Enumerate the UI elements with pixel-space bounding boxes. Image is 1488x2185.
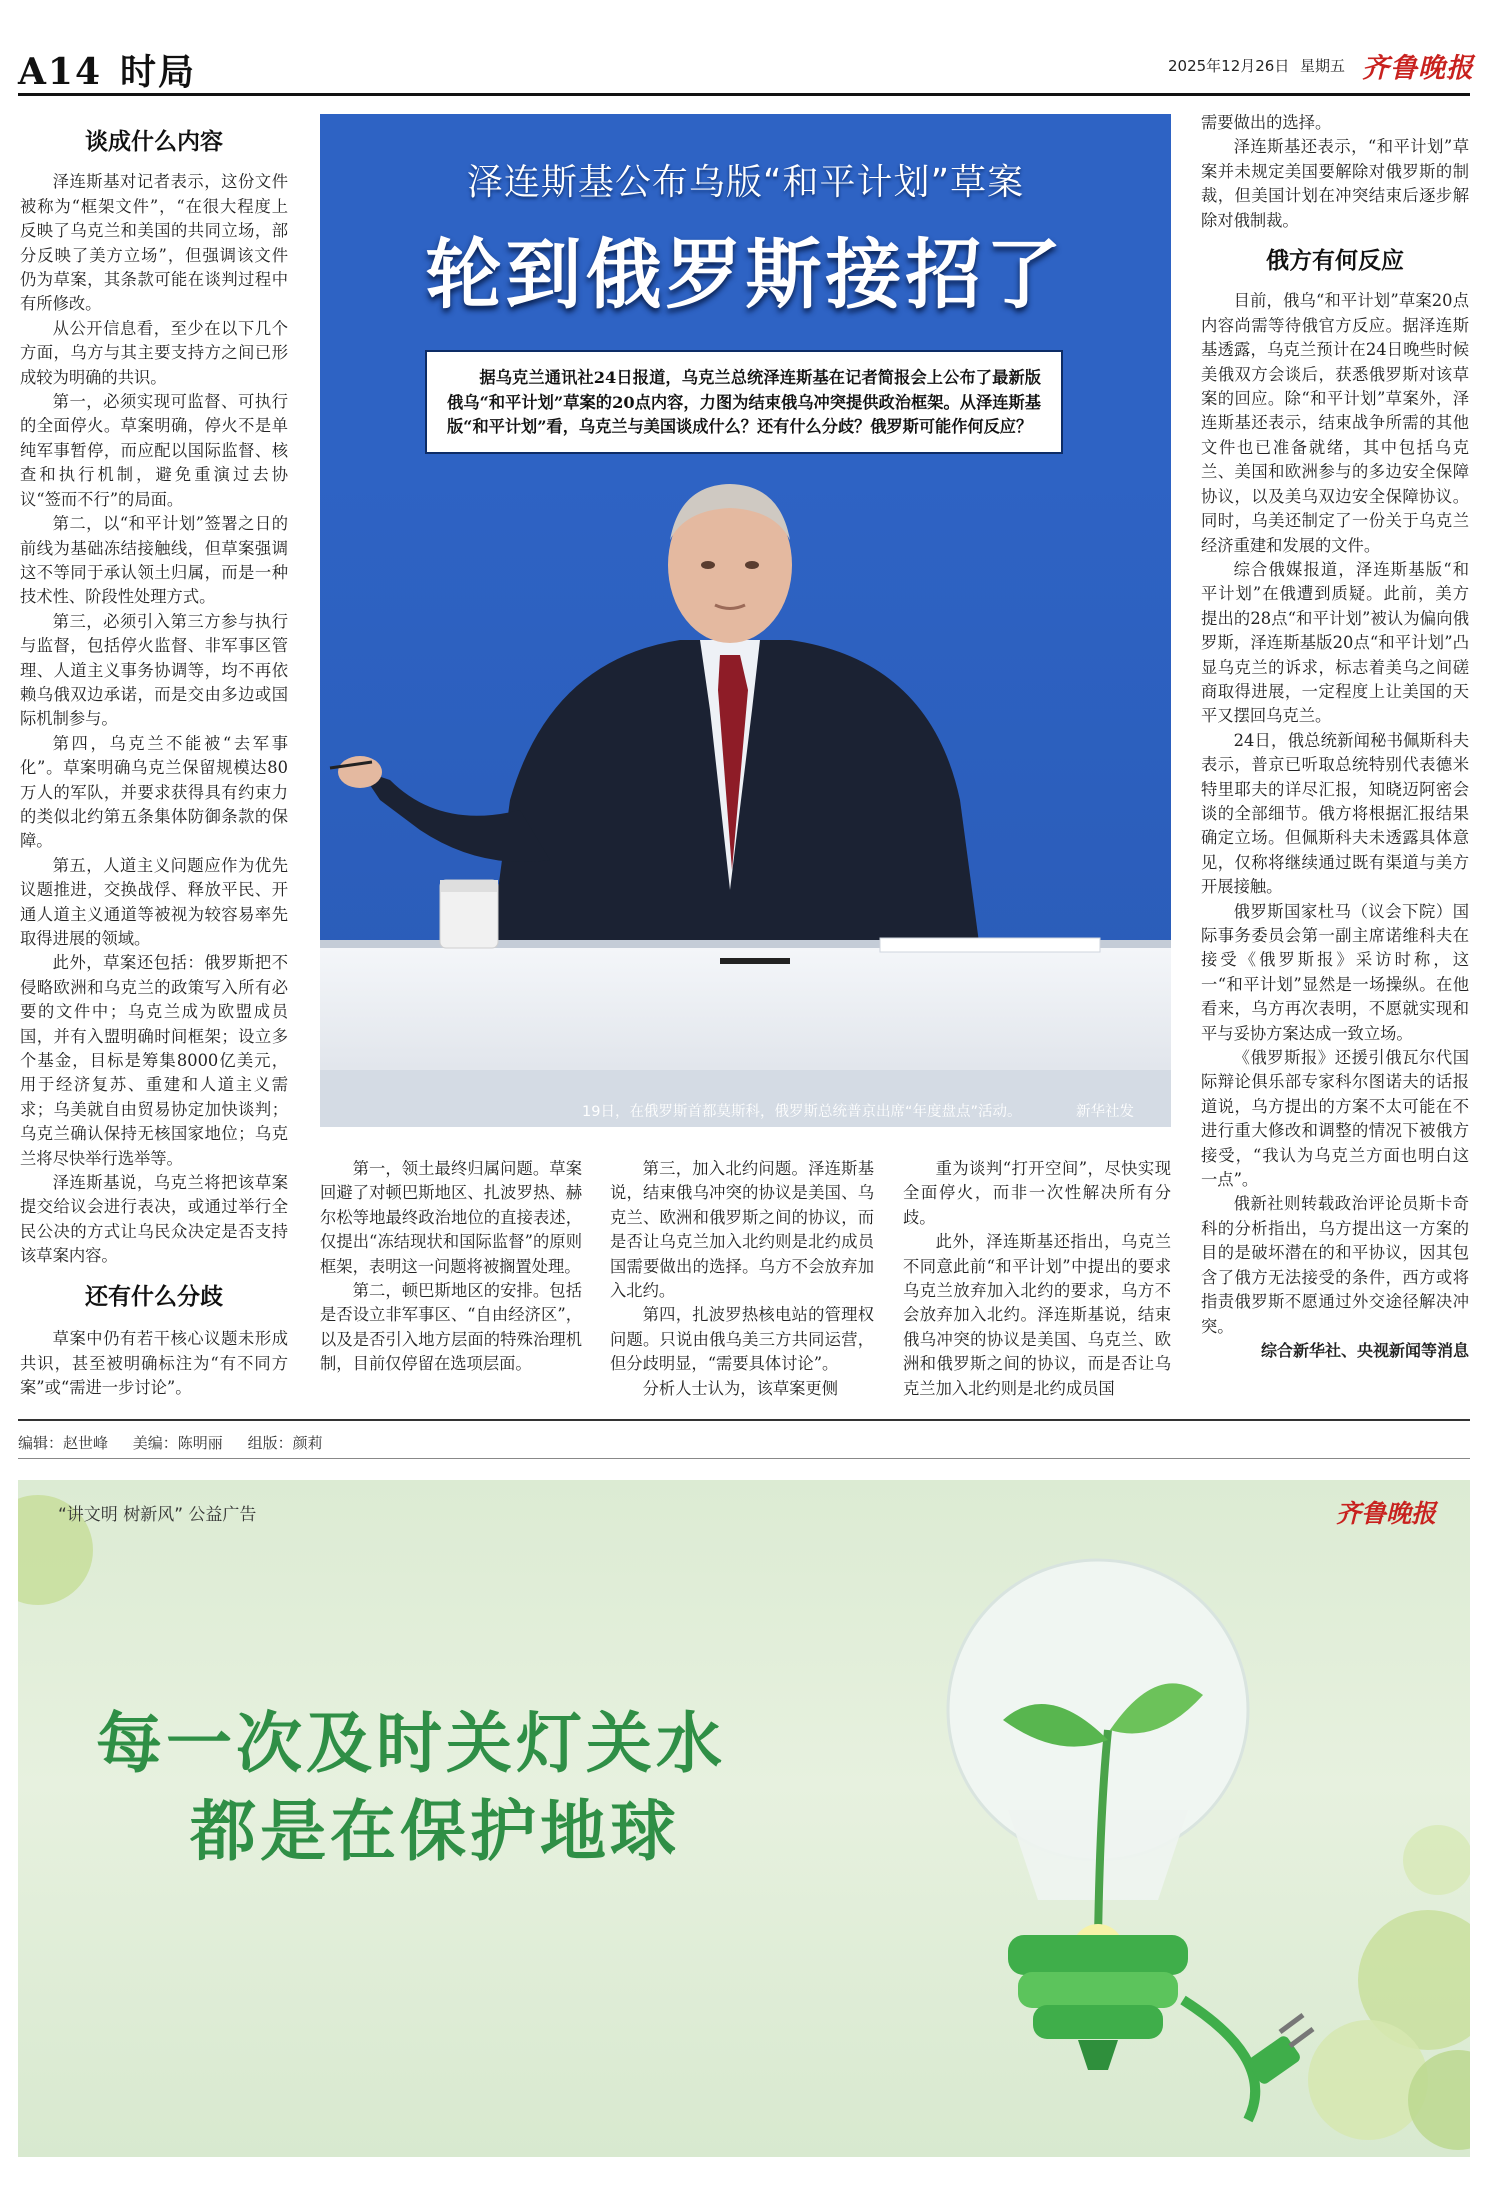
paragraph: 第三，加入北约问题。泽连斯基说，结束俄乌冲突的协议是美国、乌克兰、欧洲和俄罗斯之间的协议，而是否让乌克兰加入北约则是北约成员国需要做出的选择。乌方不会放弃加入北约。 xyxy=(610,1159,874,1301)
newspaper-logo: 齐鲁晚报 xyxy=(1362,53,1474,84)
paragraph: 分析人士认为，该草案更侧 xyxy=(642,1378,838,1398)
paragraph: 第三，必须引入第三方参与执行与监督，包括停火监督、非军事区管理、人道主义事务协调等，均不再依赖乌俄双边承诺，而是交由多边或国际机制参与。 xyxy=(20,611,288,729)
page-number xyxy=(18,44,196,95)
paragraph: 此外，泽连斯基还指出，乌克兰不同意此前“和平计划”中提出的要求乌克兰放弃加入北约的要求，乌方不会放弃加入北约。泽连斯基说，结束俄乌冲突的协议是美国、乌克兰、欧洲和俄罗斯之间的协议，而是否让乌克兰加入北约则是北约成员国 xyxy=(903,1232,1171,1398)
header-rule xyxy=(18,93,1470,96)
paragraph: 目前，俄乌“和平计划”草案20点内容尚需等待俄官方反应。据泽连斯基透露，乌克兰预计在24日晚些时候美俄双方会谈后，获悉俄罗斯对该草案的回应。除“和平计划”草案外，泽连斯基还表示，结束战争所需的其他文件也已准备就绪，其中包括乌克兰、美国和欧洲参与的多边安全保障协议，以及美乌双边安全保障协议。同时，乌美还制定了一份关于乌克兰经济重建和发展的文件。 xyxy=(1201,291,1469,555)
paragraph: 第二，顿巴斯地区的安排。包括是否设立非军事区、“自由经济区”，以及是否引入地方层面的特殊治理机制，目前仅停留在选项层面。 xyxy=(320,1281,582,1374)
paragraph: 泽连斯基还表示，“和平计划”草案并未规定美国要解除对俄罗斯的制裁，但美国计划在冲突结束后逐步解除对俄制裁。 xyxy=(1201,137,1469,230)
hero-block xyxy=(320,114,1171,1127)
section-name: 时局 xyxy=(120,51,197,93)
designer-name: 美编：陈明丽 xyxy=(132,1434,223,1452)
left-paragraphs-2 xyxy=(20,1327,288,1400)
right-paragraphs xyxy=(1201,289,1469,1338)
ad-slogan-line2: 都是在保护地球 xyxy=(190,1793,680,1870)
ad-logo: 齐鲁晚报 xyxy=(1336,1499,1437,1528)
heading-russia-reaction: 俄方有何反应 xyxy=(1266,248,1404,275)
paragraph: 第二，以“和平计划”签署之日的前线为基础冻结接触线，但草案强调这不等同于承认领土归属，而是一种技术性、阶段性处理方式。 xyxy=(20,514,288,607)
right-paragraphs-0 xyxy=(1201,135,1469,233)
paragraph: 俄新社则转载政治评论员斯卡奇科的分析指出，乌方提出这一方案的目的是破坏潜在的和平协议，因其包含了俄方无法接受的条件，西方或将指责俄罗斯不愿通过外交途径解决冲突。 xyxy=(1201,1194,1469,1336)
paragraph: 重为谈判“打开空间”，尽快实现全面停火，而非一次性解决所有分歧。 xyxy=(903,1159,1171,1227)
lead-box xyxy=(425,350,1063,454)
left-paragraphs-1 xyxy=(20,170,288,1268)
news-photo xyxy=(320,470,1171,1127)
paragraph: 第一，必须实现可监督、可执行的全面停火。草案明确，停火不是单纯军事暂停，而应配以国际监督、核查和执行机制，避免重演过去协议“签而不行”的局面。 xyxy=(20,392,288,509)
paragraph: 第一，领土最终归属问题。草案回避了对顿巴斯地区、扎波罗热、赫尔松等地最终政治地位的直接表述，仅提出“冻结现状和国际监督”的原则框架，表明这一问题将被搁置处理。 xyxy=(320,1159,582,1276)
footer-rule-thin xyxy=(18,1458,1470,1459)
page-number-text: A14 xyxy=(18,51,103,93)
column-bottom-1 xyxy=(320,1157,582,1377)
paragraph: 泽连斯基说，乌克兰将把该草案提交给议会进行表决，或通过举行全民公决的方式让乌民众决定是否支持该草案内容。 xyxy=(20,1173,288,1266)
hero-title: 轮到俄罗斯接招了 xyxy=(425,230,1066,319)
paragraph: 《俄罗斯报》还援引俄瓦尔代国际辩论俱乐部专家科尔图诺夫的话报道说，乌方提出的方案不太可能在不进行重大修改和调整的情况下被俄方接受，“我认为乌克兰方面也明白这一点”。 xyxy=(1201,1048,1469,1190)
caption-text: 19日，在俄罗斯首都莫斯科，俄罗斯总统普京出席“年度盘点”活动。 xyxy=(582,1104,1022,1120)
paragraph: 第五，人道主义问题应作为优先议题推进，交换战俘、释放平民、开通人道主义通道等被视为较容易率先取得进展的领域。 xyxy=(20,855,288,948)
paragraph: 此外，草案还包括：俄罗斯把不侵略欧洲和乌克兰的政策写入所有必要的文件中；乌克兰成为欧盟成员国，并有入盟明确时间框架；设立多个基金，目标是筹集8000亿美元，用于经济复苏、重建和人道主义需求；乌美就自由贸易协定加快谈判；乌克兰确认保持无核国家地位；乌克兰将尽快举行选举等。 xyxy=(20,953,288,1168)
right-continuation: 需要做出的选择。 xyxy=(1201,113,1332,132)
layout-name: 组版：颜莉 xyxy=(247,1434,323,1452)
issue-date: 2025年12月26日 xyxy=(1168,57,1290,75)
photo-credit: 新华社发 xyxy=(1076,1104,1134,1120)
lead-text: 据乌克兰通讯社24日报道，乌克兰总统泽连斯基在记者简报会上公布了最新版俄乌“和平计划”草案的20点内容，力图为结束俄乌冲突提供政治框架。从泽连斯基版“和平计划”看，乌克兰与美国谈成什么？还有什么分歧？俄罗斯可能作何反应？ xyxy=(447,368,1041,436)
putin-photo-illustration xyxy=(320,470,1171,1127)
column-right xyxy=(1201,111,1469,1363)
paragraph: 泽连斯基对记者表示，这份文件被称为“框架文件”，“在很大程度上反映了乌克兰和美国的共同立场，部分反映了美方立场”，但强调该文件仍为草案，其条款可能在谈判过程中有所修改。 xyxy=(20,172,288,314)
ad-label: “讲文明 树新风” 公益广告 xyxy=(58,1505,257,1525)
photo-caption xyxy=(320,1090,1171,1127)
paragraph: 从公开信息看，至少在以下几个方面，乌方与其主要支持方之间已形成较为明确的共识。 xyxy=(20,318,288,387)
column-left xyxy=(20,124,288,1400)
heading-what-agreed: 谈成什么内容 xyxy=(85,129,223,155)
ad-slogan-line1: 每一次及时关灯关水 xyxy=(96,1705,726,1782)
editor-name: 编辑：赵世峰 xyxy=(18,1434,109,1452)
footer-rule xyxy=(18,1419,1470,1421)
paragraph: 24日，俄总统新闻秘书佩斯科夫表示，普京已听取总统特别代表德米特里耶夫的详尽汇报，知晓迈阿密会谈的全部细节。俄方将根据汇报结果确定立场。但佩斯科夫未透露具体意见，仅称将继续通过既有渠道与美方开展接触。 xyxy=(1201,730,1469,897)
paragraph: 草案中仍有若干核心议题未形成共识，甚至被明确标注为“有不同方案”或“需进一步讨论”。 xyxy=(20,1329,288,1397)
paragraph: 综合俄媒报道，泽连斯基版“和平计划”在俄遭到质疑。此前，美方提出的28点“和平计划”被认为偏向俄罗斯，泽连斯基版20点“和平计划”凸显乌克兰的诉求，标志着美乌之间磋商取得进展，一定程度上让美国的天平又摆回乌克兰。 xyxy=(1201,559,1469,726)
source-attribution: 综合新华社、央视新闻等消息 xyxy=(1260,1340,1469,1360)
paragraph: 第四，扎波罗热核电站的管理权问题。只说由俄乌美三方共同运营，但分歧明显，“需要具体讨论”。 xyxy=(610,1305,874,1374)
editor-credits xyxy=(18,1432,343,1453)
public-service-ad xyxy=(18,1480,1470,2157)
column-bottom-3 xyxy=(903,1157,1171,1401)
column-bottom-2 xyxy=(610,1157,874,1401)
paragraph: 第四，乌克兰不能被“去军事化”。草案明确乌克兰保留规模达80万人的军队，并要求获得具有约束力的类似北约第五条集体防御条款的保障。 xyxy=(20,733,288,851)
issue-weekday: 星期五 xyxy=(1300,57,1346,75)
hero-subtitle: 泽连斯基公布乌版“和平计划”草案 xyxy=(466,162,1025,203)
paragraph: 俄罗斯国家杜马（议会下院）国际事务委员会第一副主席诺维科夫在接受《俄罗斯报》采访时称，这一“和平计划”显然是一场操纵。在他看来，乌方再次表明，不愿就实现和平与妥协方案达成一致立场。 xyxy=(1201,901,1469,1043)
heading-disagreements: 还有什么分歧 xyxy=(85,1283,223,1310)
